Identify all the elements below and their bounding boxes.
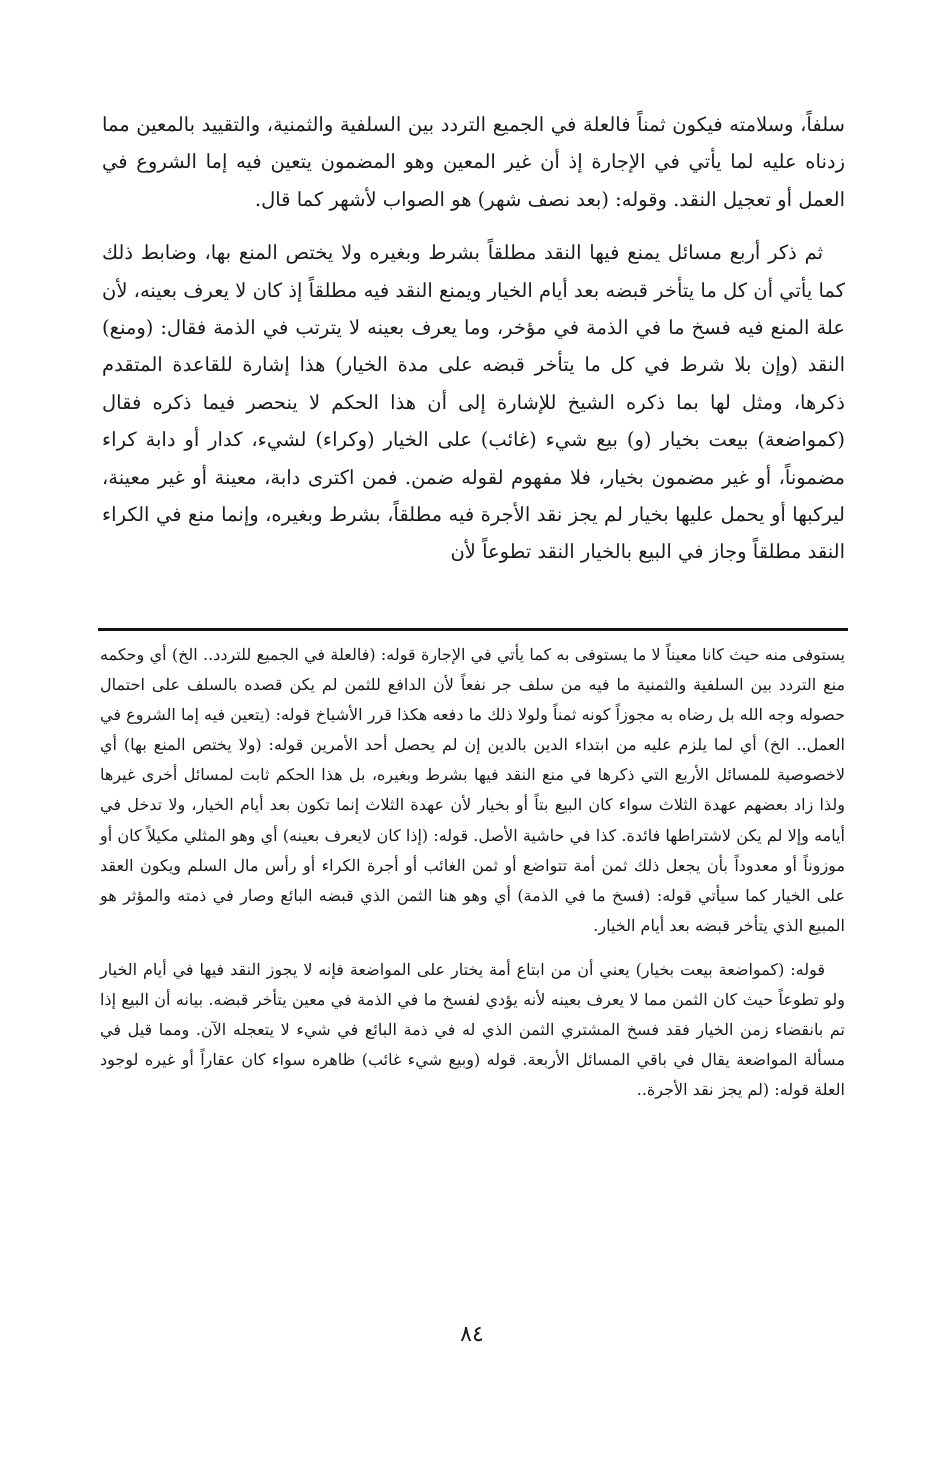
footnote-1: يستوفى منه حيث كانا معيناً لا ما يستوفى به كما يأتي في الإجارة قوله: (فالعلة في الجميع للتردد.. الخ) أي وحكمه منع التردد بين السلفية والثمنية ما فيه من سلف جر نفعاً لأن الدافع للثمن لم يكن قصده بالسلف على احتمال حصوله وجه الله بل رضاه به مجوزاً كونه ثمناً ولولا ذلك ما دفعه هكذا قرر الأشياخ قوله: (يتعين فيه إما الشروع في العمل.. الخ) أي لما يلزم عليه من ابتداء الدين بالدين إن لم يحصل أحد الأمرين قوله: (ولا يختص المنع بها) أي لاخصوصية للمسائل الأربع التي ذكرها في منع النقد فيها بشرط وبغيره، بل هذا الحكم ثابت لمسائل أخرى غيرها ولذا زاد بعضهم عهدة الثلاث سواء كان البيع بتاً أو بخيار لأن عهدة الثلاث إنما تكون بعد أيام الخيار، ولا تدخل في أيامه وإلا لم يكن لاشتراطها فائدة. كذا في حاشية الأصل. قوله: (إذا كان لايعرف بعينه) أي وهو المثلي مكيلاً كان أو موزوناً أو معدوداً بأن يجعل ذلك ثمن أمة تتواضع أو ثمن الغائب أو أجرة الكراء أو رأس مال السلم ويكون العقد على الخيار كما سيأتي قوله: (فسخ ما في الذمة) أي وهو هنا الثمن الذي قبضه البائع وصار في ذمته والمؤثر هو المبيع الذي يتأخر قبضه بعد أيام الخيار. bbox=[100, 645, 846, 935]
footnotes bbox=[100, 640, 845, 1105]
main-text bbox=[102, 106, 845, 571]
main-paragraph-2: ثم ذكر أربع مسائل يمنع فيها النقد مطلقاً بشرط وبغيره ولا يختص المنع بها، وضابط ذلك كما يأتي أن كل ما يتأخر قبضه بعد أيام الخيار ويمنع النقد فيه مطلقاً إذ كان لا يعرف بعينه، لأن علة المنع فيه فسخ ما في الذمة في مؤخر، وما يعرف بعينه لا يترتب في الذمة فقال: (ومنع) النقد (وإن بلا شرط في كل ما يتأخر قبضه على مدة الخيار) هذا إشارة للقاعدة المتقدم ذكرها، ومثل لها بما ذكره الشيخ للإشارة إلى أن هذا الحكم لا ينحصر فيما ذكره فقال (كمواضعة) بيعت بخيار (و) بيع شيء (غائب) على الخيار (وكراء) لشيء، كدار أو دابة كراء مضموناً، أو غير مضمون بخيار، فلا مفهوم لقوله ضمن. فمن اكترى دابة، معينة أو غير معينة، ليركبها أو يحمل عليها بخيار لم يجز نقد الأجرة فيه مطلقاً، بشرط وبغيره، وإنما منع في الكراء النقد مطلقاً وجاز في البيع بالخيار النقد تطوعاً لأن bbox=[102, 241, 845, 564]
page-number: ٨٤ bbox=[460, 1322, 484, 1347]
main-paragraph-1: سلفاً، وسلامته فيكون ثمناً فالعلة في الجميع التردد بين السلفية والثمنية، والتقييد بالمعين مما زدناه عليه لما يأتي في الإجارة إذ أن غير المعين وهو المضمون يتعين فيه إما الشروع في العمل أو تعجيل النقد. وقوله: (بعد نصف شهر) هو الصواب لأشهر كما قال. bbox=[102, 113, 845, 211]
footnote-2: قوله: (كمواضعة بيعت بخيار) يعني أن من ابتاع أمة يختار على المواضعة فإنه لا يجوز النقد فيها في أيام الخيار ولو تطوعاً حيث كان الثمن مما لا يعرف بعينه لأنه يؤدي لفسخ ما في الذمة في معين يتأخر قبضه. بيانه أن البيع إذا تم بانقضاء زمن الخيار فقد فسخ المشتري الثمن الذي له في ذمة البائع في شيء لا يتعجله الآن. ومما قيل في مسألة المواضعة يقال في باقي المسائل الأربعة. قوله (وبيع شيء غائب) ظاهره سواء كان عقاراً أو غيره لوجود العلة قوله: (لم يجز نقد الأجرة.. bbox=[100, 959, 846, 1100]
footnote-divider bbox=[98, 628, 848, 631]
